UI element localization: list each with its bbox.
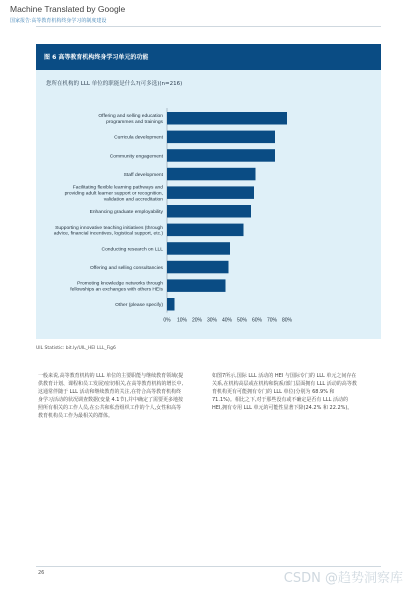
category-label-8: Offering and selling consultancies	[89, 265, 163, 271]
bar-7	[167, 242, 230, 255]
bar-5	[167, 205, 251, 218]
category-label-9-line-0: Promoting knowledge networks through	[77, 281, 163, 287]
header-rule	[36, 26, 381, 27]
category-label-10: Other (please specify)	[115, 303, 163, 309]
category-label-4-line-2: validation and accreditation	[103, 197, 163, 203]
x-tick-label-0: 0%	[163, 317, 171, 324]
bar-9	[167, 279, 226, 292]
bar-10	[167, 298, 175, 311]
category-label-3: Staff development	[123, 172, 163, 178]
x-tick-label-6: 60%	[251, 317, 263, 324]
figure-title: 图 6 高等教育机构终身学习单元的功能	[44, 54, 149, 61]
figure-source: UIL Statistic: bit.ly/UIL_HEI LLL_Fig6	[36, 346, 116, 351]
bar-chart	[36, 44, 381, 339]
category-label-0-line-1: programmes and trainings	[106, 119, 163, 125]
bar-2	[167, 149, 275, 162]
bar-8	[167, 261, 229, 274]
body-paragraph-left: 一般来说,高等教育机构的 LLL 单位的主要职能与继续教育领域(提供教育计划、课程和员工发展)密切相关,在高等教育机构的增长中,这通常伴随于 LLL 活动和继续教育的关注,在符合高等教育机构终身学习活动的状况调查数据(变量 4.1节),并中确定了需要更多地按照所有相关的工作人员,在公共和私营组织工作的个人,女性和高等教育机构员工作为最相关的群体。	[38, 373, 184, 419]
bar-1	[167, 131, 275, 144]
category-label-6-line-0: Supporting innovative teaching initiatives (through	[55, 225, 163, 231]
bar-6	[167, 224, 244, 237]
watermark: CSDN @趋势洞察库	[283, 571, 403, 586]
category-label-5: Enhancing graduate employability	[89, 210, 163, 216]
banner-subtitle: 国家报告:高等教育机构终身学习的制度建设	[10, 18, 107, 24]
category-label-0-line-0: Offering and selling education	[98, 114, 163, 120]
x-tick-label-4: 40%	[221, 317, 233, 324]
category-label-2: Community engagement	[109, 154, 163, 160]
x-tick-label-1: 10%	[176, 317, 188, 324]
bar-3	[167, 168, 256, 181]
page-number: 26	[38, 570, 45, 576]
figure-question: 您所在机构的 LLL 单位的职能是什么?(可多选)(n=216)	[46, 81, 183, 87]
x-tick-label-5: 50%	[236, 317, 248, 324]
x-tick-label-2: 20%	[191, 317, 203, 324]
x-tick-label-3: 30%	[206, 317, 218, 324]
body-paragraph-right: 如图7所示,国际 LLL 活动的 HEI 与国际专门的 LLL 单元之间存在关系,在机构高层或在机构和院系/部门层面拥有 LLL 活动的高等教育机构更有可能拥有专门的 LLL 单位(分别为 68.9% 和 71.1%)。相比之下,对于那些没有或不确定是否有 LLL 活动的 HEI,拥有专用 LLL 单元的可能性显著下降(24.2% 和 22.2%)。	[212, 373, 357, 411]
category-label-4-line-1: providing adult learner support or recognition,	[64, 191, 163, 197]
machine-translated-banner	[10, 4, 125, 24]
category-label-4-line-0: Facilitating flexible learning pathways and	[72, 185, 163, 191]
category-label-9-line-1: fellowships an exchanges with others HEIs	[70, 287, 163, 293]
category-label-7: Conducting research on LLL	[101, 247, 163, 253]
banner-title: Machine Translated by Google	[10, 4, 126, 14]
x-tick-label-8: 80%	[281, 317, 293, 324]
category-label-6-line-1: advice, financial incentives, logistical support, etc.)	[53, 231, 163, 237]
x-tick-label-7: 70%	[266, 317, 278, 324]
category-label-1: Curricula development	[114, 135, 163, 141]
bar-4	[167, 186, 254, 199]
bar-0	[167, 112, 287, 125]
